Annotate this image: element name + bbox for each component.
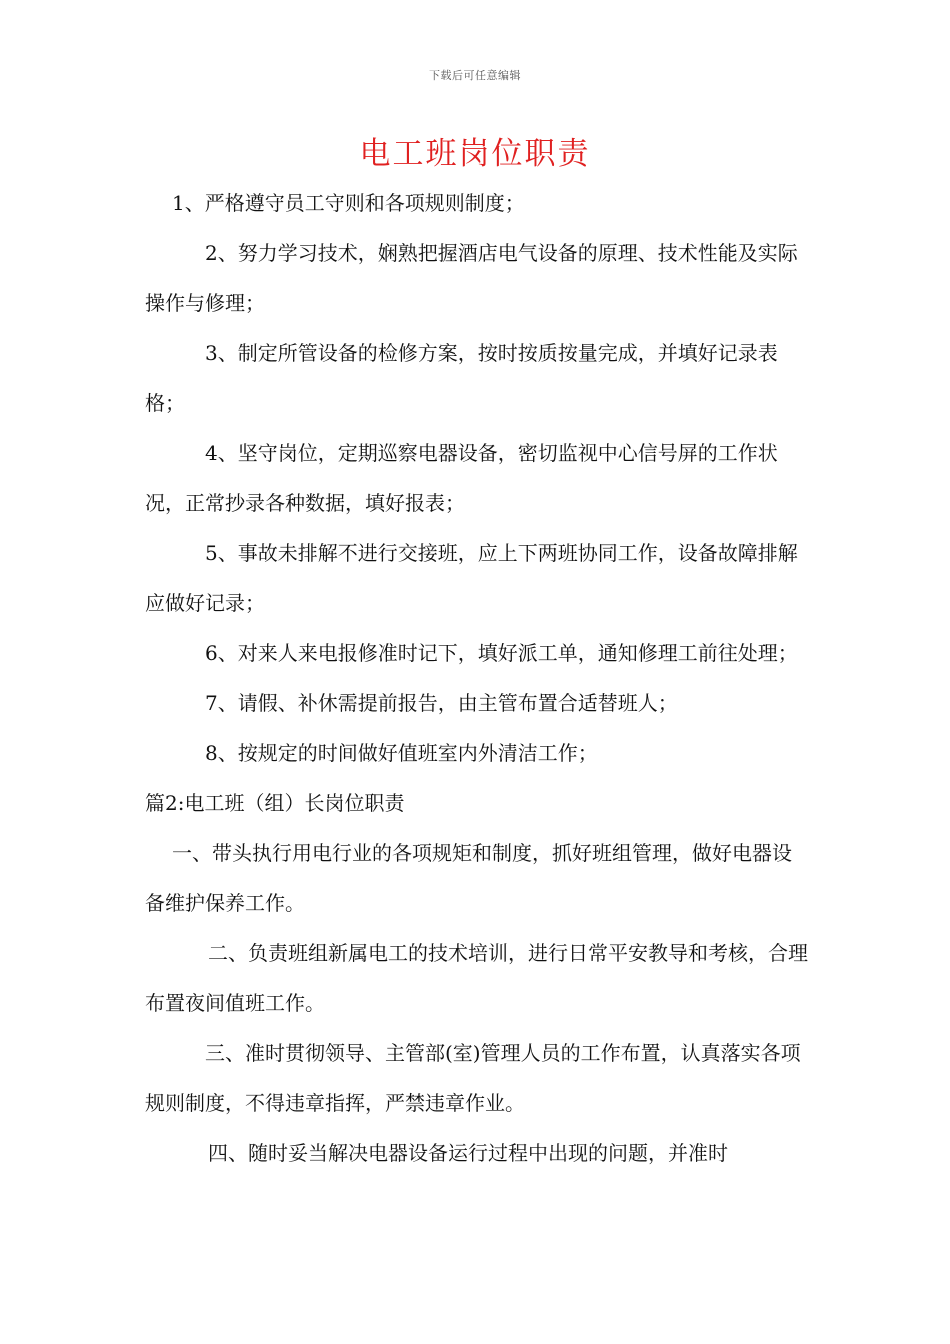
duty-item-1: 1、严格遵守员工守则和各项规则制度； [172,191,525,215]
duty-item-5: 5、事故未排解不进行交接班，应上下两班协同工作，设备故障排解应做好记录； [145,541,798,615]
duty-item-6: 6、对来人来电报修准时记下，填好派工单，通知修理工前往处理； [205,641,798,665]
leader-duty-1: 一、带头执行用电行业的各项规矩和制度，抓好班组管理，做好电器设备维护保养工作。 [145,841,792,915]
duty-item-8: 8、按规定的时间做好值班室内外清洁工作； [205,741,598,765]
leader-duty-3: 三、准时贯彻领导、主管部(室)管理人员的工作布置，认真落实各项规则制度，不得违章指挥，严禁违章作业。 [145,1041,801,1115]
leader-duty-4: 四、随时妥当解决电器设备运行过程中出现的问题，并准时 [208,1141,728,1165]
section-heading: 篇2:电工班（组）长岗位职责 [145,791,405,815]
duty-item-7: 7、请假、补休需提前报告，由主管布置合适替班人； [205,691,678,715]
header-note: 下载后可任意编辑 [429,69,521,82]
leader-duty-2: 二、负责班组新属电工的技术培训，进行日常平安教导和考核，合理布置夜间值班工作。 [145,941,808,1015]
duty-item-4: 4、坚守岗位，定期巡察电器设备，密切监视中心信号屏的工作状况，正常抄录各种数据，填好报表； [145,441,778,515]
duty-item-2: 2、努力学习技术，娴熟把握酒店电气设备的原理、技术性能及实际操作与修理； [145,241,798,315]
page-title: 电工班岗位职责 [359,136,591,172]
document-body [145,178,810,1178]
duty-item-3: 3、制定所管设备的检修方案，按时按质按量完成，并填好记录表格； [145,341,778,415]
